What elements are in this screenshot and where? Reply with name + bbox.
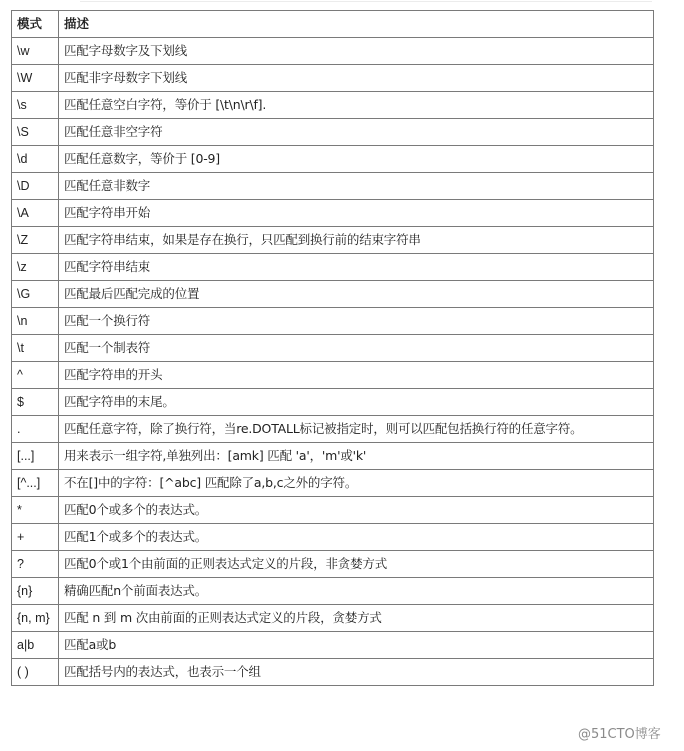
pattern-cell: $	[12, 389, 59, 416]
pattern-cell: {n, m}	[12, 605, 59, 632]
description-cell: 精确匹配n个前面表达式。	[59, 578, 654, 605]
pattern-cell: ?	[12, 551, 59, 578]
pattern-cell: [...]	[12, 443, 59, 470]
description-cell: 匹配括号内的表达式，也表示一个组	[59, 659, 654, 686]
table-row	[12, 119, 654, 146]
scan-artifact-line	[80, 1, 652, 2]
pattern-cell: a|b	[12, 632, 59, 659]
pattern-cell: \W	[12, 65, 59, 92]
table-row	[12, 578, 654, 605]
table-row	[12, 416, 654, 443]
description-cell: 匹配最后匹配完成的位置	[59, 281, 654, 308]
table-row	[12, 335, 654, 362]
pattern-cell: \n	[12, 308, 59, 335]
description-cell: 匹配字母数字及下划线	[59, 38, 654, 65]
pattern-cell: \A	[12, 200, 59, 227]
table-row	[12, 362, 654, 389]
description-cell: 匹配字符串的开头	[59, 362, 654, 389]
description-cell: 匹配任意数字，等价于 [0-9]	[59, 146, 654, 173]
pattern-cell: \D	[12, 173, 59, 200]
pattern-cell: \s	[12, 92, 59, 119]
description-cell: 匹配字符串结束，如果是存在换行，只匹配到换行前的结束字符串	[59, 227, 654, 254]
pattern-cell: \t	[12, 335, 59, 362]
table-row	[12, 524, 654, 551]
table-row	[12, 146, 654, 173]
description-cell: 匹配0个或1个由前面的正则表达式定义的片段，非贪婪方式	[59, 551, 654, 578]
table-row	[12, 281, 654, 308]
description-cell: 匹配一个换行符	[59, 308, 654, 335]
watermark: @51CTO博客	[578, 727, 661, 742]
regex-pattern-table	[11, 10, 654, 686]
table-row	[12, 443, 654, 470]
pattern-cell: \w	[12, 38, 59, 65]
description-cell: 匹配a或b	[59, 632, 654, 659]
table-row	[12, 632, 654, 659]
pattern-cell: {n}	[12, 578, 59, 605]
description-cell: 匹配任意非数字	[59, 173, 654, 200]
table-row	[12, 173, 654, 200]
description-cell: 匹配0个或多个的表达式。	[59, 497, 654, 524]
table-header-row	[12, 11, 654, 38]
pattern-cell: ( )	[12, 659, 59, 686]
table-row	[12, 254, 654, 281]
table-row	[12, 227, 654, 254]
description-cell: 匹配非字母数字下划线	[59, 65, 654, 92]
pattern-cell: .	[12, 416, 59, 443]
table-row	[12, 551, 654, 578]
table-row	[12, 308, 654, 335]
pattern-cell: \d	[12, 146, 59, 173]
table-row	[12, 38, 654, 65]
description-cell: 匹配一个制表符	[59, 335, 654, 362]
description-cell: 匹配字符串结束	[59, 254, 654, 281]
description-cell: 匹配任意非空字符	[59, 119, 654, 146]
description-cell: 匹配 n 到 m 次由前面的正则表达式定义的片段，贪婪方式	[59, 605, 654, 632]
pattern-cell: +	[12, 524, 59, 551]
header-pattern: 模式	[12, 11, 59, 38]
table-row	[12, 200, 654, 227]
description-cell: 匹配字符串开始	[59, 200, 654, 227]
table-row	[12, 92, 654, 119]
table-row	[12, 659, 654, 686]
description-cell: 匹配字符串的末尾。	[59, 389, 654, 416]
description-cell: 用来表示一组字符,单独列出：[amk] 匹配 'a'，'m'或'k'	[59, 443, 654, 470]
table-row	[12, 497, 654, 524]
header-description: 描述	[59, 11, 654, 38]
pattern-cell: \Z	[12, 227, 59, 254]
pattern-cell: ^	[12, 362, 59, 389]
pattern-cell: [^...]	[12, 470, 59, 497]
description-cell: 不在[]中的字符：[^abc] 匹配除了a,b,c之外的字符。	[59, 470, 654, 497]
table-row	[12, 605, 654, 632]
pattern-cell: *	[12, 497, 59, 524]
table-row	[12, 65, 654, 92]
description-cell: 匹配任意字符，除了换行符，当re.DOTALL标记被指定时，则可以匹配包括换行符的任意字符。	[59, 416, 654, 443]
pattern-cell: \z	[12, 254, 59, 281]
description-cell: 匹配任意空白字符，等价于 [\t\n\r\f].	[59, 92, 654, 119]
table-row	[12, 470, 654, 497]
table-row	[12, 389, 654, 416]
pattern-cell: \S	[12, 119, 59, 146]
description-cell: 匹配1个或多个的表达式。	[59, 524, 654, 551]
pattern-cell: \G	[12, 281, 59, 308]
